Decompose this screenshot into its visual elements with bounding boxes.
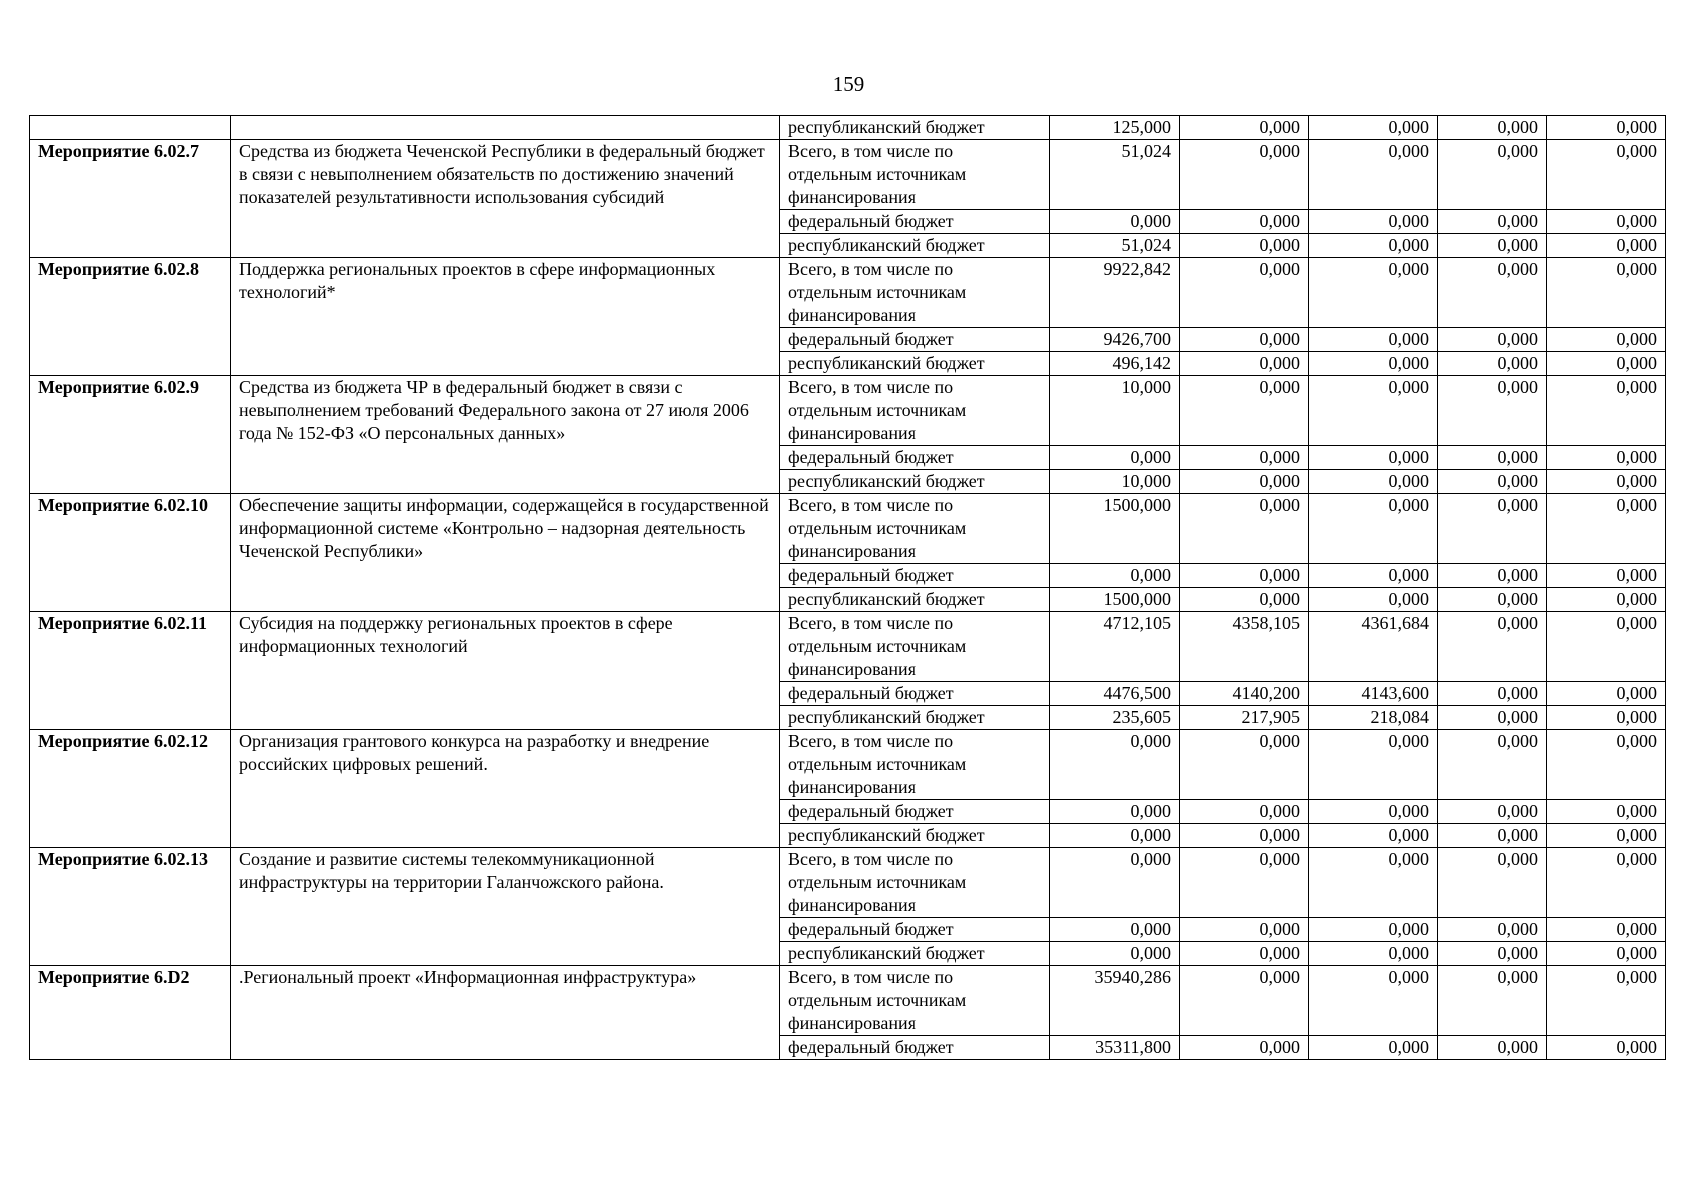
value-cell: 0,000 — [1180, 376, 1309, 446]
value-cell: 0,000 — [1438, 352, 1547, 376]
value-cell: 0,000 — [1309, 588, 1438, 612]
value-cell: 0,000 — [1438, 116, 1547, 140]
activity-name-cell: Обеспечение защиты информации, содержащейся в государственной информационной системе «Контрольно – надзорная деятельность Чеченской Республики» — [231, 494, 780, 612]
value-cell: 0,000 — [1309, 140, 1438, 210]
value-cell: 0,000 — [1547, 942, 1666, 966]
value-cell: 0,000 — [1547, 234, 1666, 258]
source-cell: республиканский бюджет — [780, 116, 1050, 140]
value-cell: 0,000 — [1180, 942, 1309, 966]
value-cell: 0,000 — [1309, 258, 1438, 328]
table-row — [30, 376, 1666, 446]
value-cell: 0,000 — [1180, 1036, 1309, 1060]
source-cell: республиканский бюджет — [780, 942, 1050, 966]
value-cell: 0,000 — [1547, 848, 1666, 918]
value-cell: 0,000 — [1438, 494, 1547, 564]
table-row — [30, 848, 1666, 918]
value-cell: 0,000 — [1309, 328, 1438, 352]
budget-table-body — [30, 116, 1666, 1060]
value-cell: 496,142 — [1050, 352, 1180, 376]
activity-code-cell: Мероприятие 6.02.11 — [30, 612, 231, 730]
value-cell: 217,905 — [1180, 706, 1309, 730]
source-cell: федеральный бюджет — [780, 918, 1050, 942]
activity-name-cell: Средства из бюджета Чеченской Республики в федеральный бюджет в связи с невыполнением обязательств по достижению значений показателей результативности использования субсидий — [231, 140, 780, 258]
value-cell: 0,000 — [1309, 824, 1438, 848]
value-cell: 0,000 — [1438, 848, 1547, 918]
value-cell: 0,000 — [1180, 234, 1309, 258]
value-cell: 9922,842 — [1050, 258, 1180, 328]
value-cell: 0,000 — [1438, 588, 1547, 612]
value-cell: 0,000 — [1438, 328, 1547, 352]
value-cell: 0,000 — [1309, 446, 1438, 470]
value-cell: 0,000 — [1547, 966, 1666, 1036]
value-cell: 0,000 — [1547, 352, 1666, 376]
value-cell: 0,000 — [1547, 376, 1666, 446]
value-cell: 0,000 — [1180, 116, 1309, 140]
value-cell: 0,000 — [1438, 140, 1547, 210]
value-cell: 0,000 — [1438, 612, 1547, 682]
value-cell: 0,000 — [1180, 470, 1309, 494]
value-cell: 0,000 — [1547, 588, 1666, 612]
value-cell: 35311,800 — [1050, 1036, 1180, 1060]
value-cell: 0,000 — [1438, 918, 1547, 942]
value-cell: 0,000 — [1180, 564, 1309, 588]
source-cell: республиканский бюджет — [780, 706, 1050, 730]
source-cell: Всего, в том числе по отдельным источникам финансирования — [780, 848, 1050, 918]
value-cell: 0,000 — [1050, 210, 1180, 234]
value-cell: 0,000 — [1050, 564, 1180, 588]
source-cell: республиканский бюджет — [780, 588, 1050, 612]
value-cell: 0,000 — [1547, 446, 1666, 470]
value-cell: 235,605 — [1050, 706, 1180, 730]
value-cell: 0,000 — [1309, 564, 1438, 588]
value-cell: 0,000 — [1180, 966, 1309, 1036]
value-cell: 0,000 — [1180, 140, 1309, 210]
activity-name-cell: Субсидия на поддержку региональных проектов в сфере информационных технологий — [231, 612, 780, 730]
value-cell: 0,000 — [1438, 210, 1547, 234]
value-cell: 0,000 — [1438, 966, 1547, 1036]
value-cell: 0,000 — [1309, 352, 1438, 376]
table-row — [30, 612, 1666, 682]
source-cell: республиканский бюджет — [780, 352, 1050, 376]
value-cell: 0,000 — [1547, 564, 1666, 588]
value-cell: 0,000 — [1547, 470, 1666, 494]
value-cell: 0,000 — [1547, 682, 1666, 706]
activity-name-cell: Организация грантового конкурса на разработку и внедрение российских цифровых решений. — [231, 730, 780, 848]
value-cell: 0,000 — [1180, 258, 1309, 328]
source-cell: Всего, в том числе по отдельным источникам финансирования — [780, 258, 1050, 328]
value-cell: 0,000 — [1309, 800, 1438, 824]
source-cell: федеральный бюджет — [780, 800, 1050, 824]
value-cell: 0,000 — [1309, 470, 1438, 494]
activity-name-cell: Создание и развитие системы телекоммуникационной инфраструктуры на территории Галанчожского района. — [231, 848, 780, 966]
value-cell: 0,000 — [1180, 588, 1309, 612]
value-cell: 0,000 — [1180, 824, 1309, 848]
value-cell: 51,024 — [1050, 234, 1180, 258]
value-cell: 0,000 — [1547, 210, 1666, 234]
table-row — [30, 258, 1666, 328]
value-cell: 0,000 — [1438, 234, 1547, 258]
value-cell: 0,000 — [1180, 494, 1309, 564]
value-cell: 0,000 — [1547, 328, 1666, 352]
source-cell: федеральный бюджет — [780, 682, 1050, 706]
value-cell: 0,000 — [1180, 446, 1309, 470]
activity-code-cell: Мероприятие 6.02.8 — [30, 258, 231, 376]
source-cell: Всего, в том числе по отдельным источникам финансирования — [780, 966, 1050, 1036]
value-cell: 4361,684 — [1309, 612, 1438, 682]
value-cell: 0,000 — [1050, 848, 1180, 918]
value-cell: 0,000 — [1547, 1036, 1666, 1060]
name-cell — [231, 116, 780, 140]
value-cell: 0,000 — [1309, 210, 1438, 234]
value-cell: 0,000 — [1050, 824, 1180, 848]
value-cell: 0,000 — [1309, 918, 1438, 942]
value-cell: 0,000 — [1547, 800, 1666, 824]
source-cell: Всего, в том числе по отдельным источникам финансирования — [780, 376, 1050, 446]
source-cell: республиканский бюджет — [780, 470, 1050, 494]
activity-code-cell: Мероприятие 6.02.12 — [30, 730, 231, 848]
value-cell: 51,024 — [1050, 140, 1180, 210]
value-cell: 0,000 — [1438, 1036, 1547, 1060]
value-cell: 0,000 — [1309, 494, 1438, 564]
value-cell: 0,000 — [1438, 470, 1547, 494]
table-row — [30, 966, 1666, 1036]
activity-name-cell: .Региональный проект «Информационная инфраструктура» — [231, 966, 780, 1060]
value-cell: 0,000 — [1547, 612, 1666, 682]
page-number: 159 — [832, 72, 865, 96]
value-cell: 0,000 — [1547, 258, 1666, 328]
source-cell: федеральный бюджет — [780, 564, 1050, 588]
value-cell: 0,000 — [1309, 234, 1438, 258]
activity-code-cell: Мероприятие 6.02.13 — [30, 848, 231, 966]
value-cell: 0,000 — [1180, 352, 1309, 376]
value-cell: 0,000 — [1180, 800, 1309, 824]
value-cell: 0,000 — [1050, 942, 1180, 966]
value-cell: 218,084 — [1309, 706, 1438, 730]
table-row — [30, 730, 1666, 800]
activity-name-cell: Средства из бюджета ЧР в федеральный бюджет в связи с невыполнением требований Федерального закона от 27 июля 2006 года № 152-ФЗ «О персональных данных» — [231, 376, 780, 494]
activity-code-cell: Мероприятие 6.02.9 — [30, 376, 231, 494]
value-cell: 0,000 — [1547, 824, 1666, 848]
value-cell: 0,000 — [1438, 824, 1547, 848]
value-cell: 0,000 — [1309, 966, 1438, 1036]
value-cell: 0,000 — [1547, 918, 1666, 942]
source-cell: федеральный бюджет — [780, 446, 1050, 470]
value-cell: 0,000 — [1309, 376, 1438, 446]
value-cell: 35940,286 — [1050, 966, 1180, 1036]
source-cell: Всего, в том числе по отдельным источникам финансирования — [780, 612, 1050, 682]
value-cell: 0,000 — [1309, 116, 1438, 140]
code-cell — [30, 116, 231, 140]
value-cell: 4143,600 — [1309, 682, 1438, 706]
value-cell: 0,000 — [1180, 210, 1309, 234]
value-cell: 0,000 — [1547, 116, 1666, 140]
activity-code-cell: Мероприятие 6.02.10 — [30, 494, 231, 612]
table-row — [30, 494, 1666, 564]
table-row — [30, 140, 1666, 210]
value-cell: 0,000 — [1050, 446, 1180, 470]
value-cell: 0,000 — [1180, 918, 1309, 942]
value-cell: 0,000 — [1309, 848, 1438, 918]
value-cell: 4476,500 — [1050, 682, 1180, 706]
source-cell: федеральный бюджет — [780, 210, 1050, 234]
value-cell: 0,000 — [1050, 800, 1180, 824]
value-cell: 0,000 — [1438, 258, 1547, 328]
source-cell: республиканский бюджет — [780, 824, 1050, 848]
source-cell: республиканский бюджет — [780, 234, 1050, 258]
value-cell: 9426,700 — [1050, 328, 1180, 352]
value-cell: 0,000 — [1309, 942, 1438, 966]
value-cell: 4358,105 — [1180, 612, 1309, 682]
value-cell: 0,000 — [1180, 848, 1309, 918]
value-cell: 0,000 — [1180, 328, 1309, 352]
budget-table — [29, 115, 1666, 1060]
value-cell: 1500,000 — [1050, 494, 1180, 564]
value-cell: 0,000 — [1438, 706, 1547, 730]
value-cell: 0,000 — [1309, 730, 1438, 800]
source-cell: федеральный бюджет — [780, 328, 1050, 352]
source-cell: федеральный бюджет — [780, 1036, 1050, 1060]
value-cell: 0,000 — [1050, 918, 1180, 942]
value-cell: 0,000 — [1438, 730, 1547, 800]
activity-code-cell: Мероприятие 6.D2 — [30, 966, 231, 1060]
value-cell: 0,000 — [1309, 1036, 1438, 1060]
source-cell: Всего, в том числе по отдельным источникам финансирования — [780, 494, 1050, 564]
activity-code-cell: Мероприятие 6.02.7 — [30, 140, 231, 258]
value-cell: 0,000 — [1438, 446, 1547, 470]
value-cell: 4712,105 — [1050, 612, 1180, 682]
value-cell: 0,000 — [1438, 376, 1547, 446]
value-cell: 1500,000 — [1050, 588, 1180, 612]
value-cell: 4140,200 — [1180, 682, 1309, 706]
value-cell: 0,000 — [1180, 730, 1309, 800]
value-cell: 0,000 — [1547, 706, 1666, 730]
value-cell: 0,000 — [1547, 494, 1666, 564]
value-cell: 0,000 — [1438, 800, 1547, 824]
value-cell: 0,000 — [1438, 682, 1547, 706]
source-cell: Всего, в том числе по отдельным источникам финансирования — [780, 140, 1050, 210]
value-cell: 10,000 — [1050, 376, 1180, 446]
value-cell: 0,000 — [1438, 942, 1547, 966]
table-row — [30, 116, 1666, 140]
value-cell: 0,000 — [1438, 564, 1547, 588]
value-cell: 0,000 — [1050, 730, 1180, 800]
value-cell: 125,000 — [1050, 116, 1180, 140]
source-cell: Всего, в том числе по отдельным источникам финансирования — [780, 730, 1050, 800]
value-cell: 0,000 — [1547, 730, 1666, 800]
value-cell: 0,000 — [1547, 140, 1666, 210]
value-cell: 10,000 — [1050, 470, 1180, 494]
activity-name-cell: Поддержка региональных проектов в сфере информационных технологий* — [231, 258, 780, 376]
